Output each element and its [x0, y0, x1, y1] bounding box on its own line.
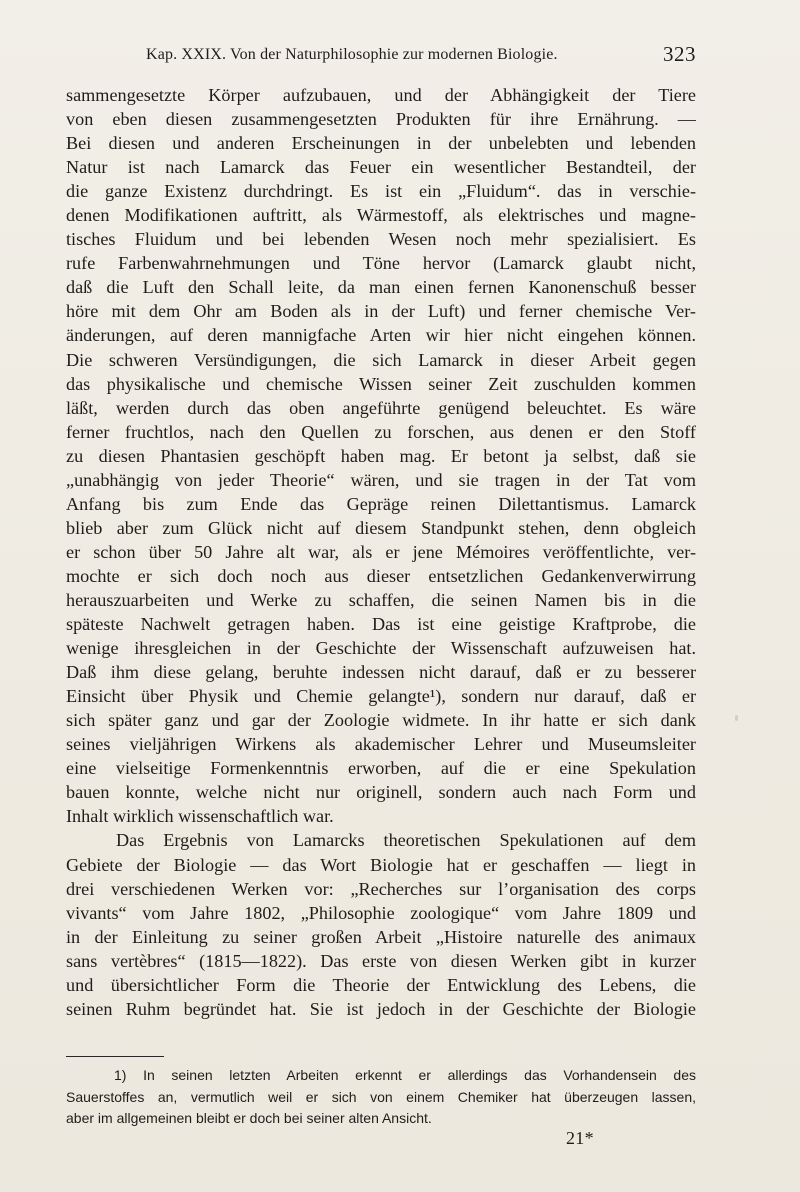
text-line: denen Modifikationen auftritt, als Wärmestoff, als elektrisches und magne- — [66, 205, 696, 226]
text-line: läßt, werden durch das oben angeführte genügend beleuchtet. Es wäre — [66, 397, 696, 418]
text-line: blieb aber zum Glück nicht auf diesem Standpunkt stehen, denn obgleich — [66, 517, 696, 538]
text-line: Einsicht über Physik und Chemie gelangte¹), sondern nur darauf, daß er — [66, 686, 696, 707]
text-line: Daß ihm diese gelang, beruhte indessen nicht darauf, daß er zu besserer — [66, 662, 696, 683]
text-line: die ganze Existenz durchdringt. Es ist ein „Fluidum“. das in verschie- — [66, 181, 696, 202]
page-header — [66, 42, 696, 72]
text-line: sans vertèbres“ (1815—1822). Das erste von diesen Werken gibt in kurzer — [66, 950, 696, 971]
text-line: tisches Fluidum und bei lebenden Wesen noch mehr spezialisiert. Es — [66, 229, 696, 250]
text-line: Natur ist nach Lamarck das Feuer ein wesentlicher Bestandteil, der — [66, 157, 696, 178]
text-line: „unabhängig von jeder Theorie“ wären, und sie tragen in der Tat vom — [66, 469, 696, 490]
main-text — [66, 83, 696, 1021]
paper-speck — [735, 715, 738, 721]
page-number: 323 — [663, 42, 696, 66]
text-line: vivants“ vom Jahre 1802, „Philosophie zoologique“ vom Jahre 1809 und — [66, 902, 696, 923]
text-line: Anfang bis zum Ende das Gepräge reinen Dilettantismus. Lamarck — [66, 493, 696, 514]
text-line: wenige ihresgleichen in der Geschichte der Wissenschaft aufzuweisen hat. — [66, 638, 696, 659]
text-line: höre mit dem Ohr am Boden als in der Luft) und ferner chemische Ver- — [66, 301, 696, 322]
text-line: herauszuarbeiten und Werke zu schaffen, die seinen Namen bis in die — [66, 589, 696, 610]
text-line: und übersichtlicher Form die Theorie der Entwicklung des Lebens, die — [66, 974, 696, 995]
text-line: er schon über 50 Jahre alt war, als er jene Mémoires veröffentlichte, ver- — [66, 541, 696, 562]
text-line: von eben diesen zusammengesetzten Produkten für ihre Ernährung. — — [66, 109, 696, 130]
text-line: seinen Ruhm begründet hat. Sie ist jedoch in der Geschichte der Biologie — [66, 998, 696, 1019]
text-line: drei verschiedenen Werken vor: „Recherches sur l’organisation des corps — [66, 878, 696, 899]
footnote — [66, 1065, 696, 1130]
text-line: mochte er sich doch noch aus dieser entsetzlichen Gedankenverwirrung — [66, 565, 696, 586]
text-line: eine vielseitige Formenkenntnis erworben, auf die er eine Spekulation — [66, 758, 696, 779]
footnote-line: aber im allgemeinen bleibt er doch bei seiner alten Ansicht. — [66, 1110, 432, 1127]
printer-signature-mark: 21* — [566, 1128, 594, 1148]
text-line: änderungen, auf deren mannigfache Arten wir hier nicht eingehen können. — [66, 325, 696, 346]
text-line: sammengesetzte Körper aufzubauen, und der Abhängigkeit der Tiere — [66, 85, 696, 105]
text-line: späteste Nachwelt getragen haben. Das ist eine geistige Kraftprobe, die — [66, 614, 696, 635]
running-head: Kap. XXIX. Von der Naturphilosophie zur modernen Biologie. — [146, 46, 558, 63]
text-line: in der Einleitung zu seiner großen Arbeit „Histoire naturelle des animaux — [66, 926, 696, 947]
text-line: rufe Farbenwahrnehmungen und Töne hervor (Lamarck glaubt nicht, — [66, 253, 696, 274]
text-line: Die schweren Versündigungen, die sich Lamarck in dieser Arbeit gegen — [66, 349, 696, 370]
footnote-line: Sauerstoffes an, vermutlich weil er sich von einem Chemiker hat überzeugen lassen, — [66, 1088, 696, 1105]
text-line: ferner fruchtlos, nach den Quellen zu forschen, aus denen er den Stoff — [66, 421, 696, 442]
footnote-divider — [66, 1056, 164, 1057]
text-line: daß die Luft den Schall leite, da man einen fernen Kanonenschuß besser — [66, 277, 696, 298]
text-line: Gebiete der Biologie — das Wort Biologie hat er geschaffen — liegt in — [66, 854, 696, 875]
text-line: zu diesen Phantasien geschöpft haben mag. Er betont ja selbst, daß sie — [66, 445, 696, 466]
text-line: sich später ganz und gar der Zoologie widmete. In ihr hatte er sich dank — [66, 710, 696, 731]
text-line: Inhalt wirklich wissenschaftlich war. — [66, 806, 334, 827]
footnote-line: 1) In seinen letzten Arbeiten erkennt er allerdings das Vorhandensein des — [114, 1067, 696, 1083]
text-line: seines vieljährigen Wirkens als akademischer Lehrer und Museumsleiter — [66, 734, 696, 755]
text-line: Bei diesen und anderen Erscheinungen in der unbelebten und lebenden — [66, 133, 696, 154]
text-line: das physikalische und chemische Wissen seiner Zeit zuschulden kommen — [66, 373, 696, 394]
text-line: bauen konnte, welche nicht nur originell, sondern auch nach Form und — [66, 782, 696, 803]
text-line: Das Ergebnis von Lamarcks theoretischen Spekulationen auf dem — [116, 830, 696, 851]
